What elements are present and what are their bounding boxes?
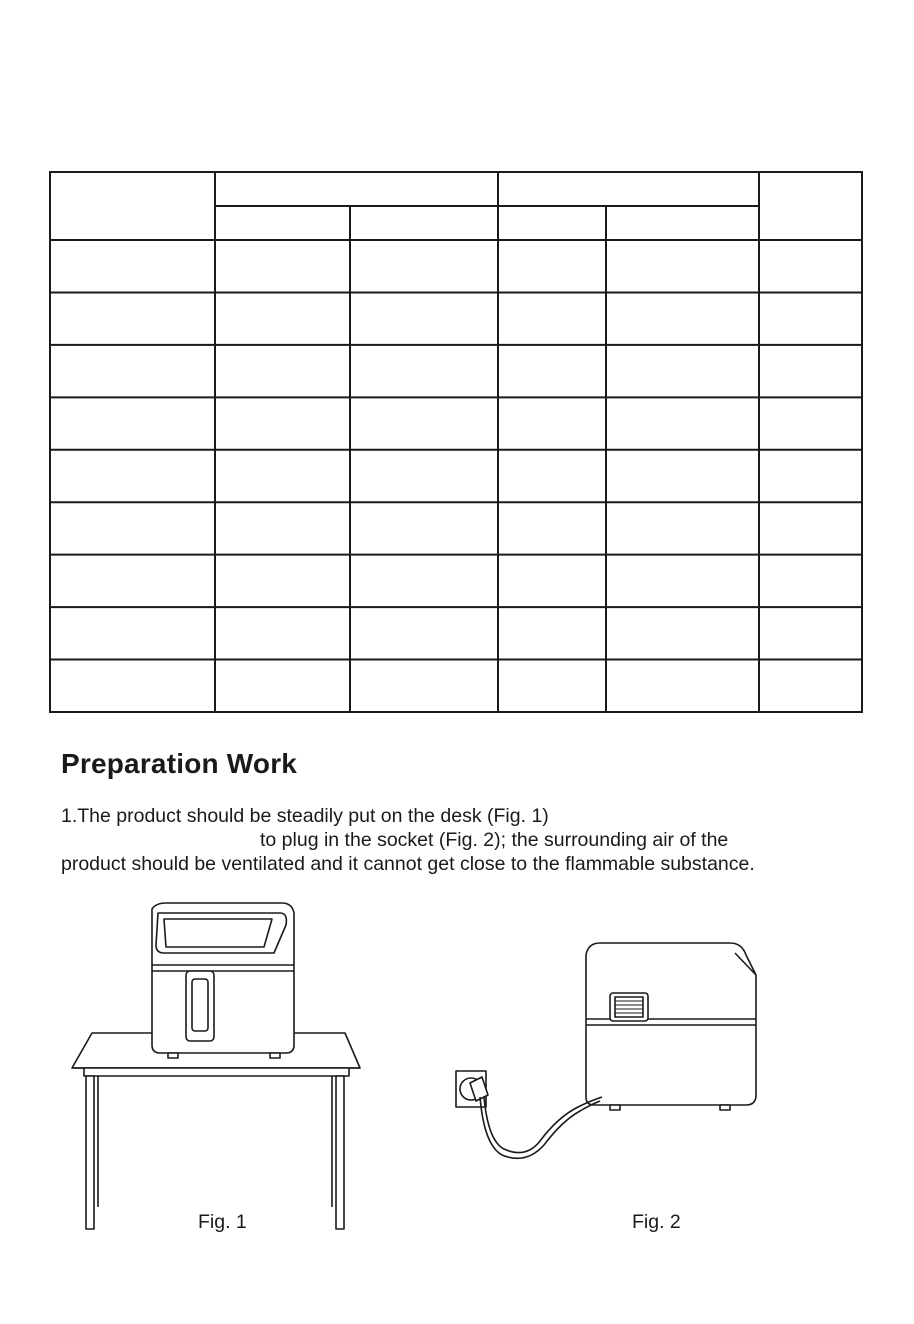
instruction-line-3: product should be ventilated and it cannot get close to the flammable substance. [61, 853, 755, 875]
fig1-caption: Fig. 1 [198, 1211, 247, 1233]
section-heading: Preparation Work [61, 748, 298, 779]
instruction-line-2: to plug in the socket (Fig. 2); the surrounding air of the [260, 829, 729, 851]
air-fryer-on-desk-illustration [60, 895, 370, 1235]
air-fryer-plugged-in-illustration [440, 935, 780, 1165]
fig2-caption: Fig. 2 [632, 1211, 681, 1233]
instruction-line-1: 1.The product should be steadily put on the desk (Fig. 1) [61, 805, 549, 827]
table-row-lines [50, 240, 862, 660]
table-border [50, 172, 862, 712]
